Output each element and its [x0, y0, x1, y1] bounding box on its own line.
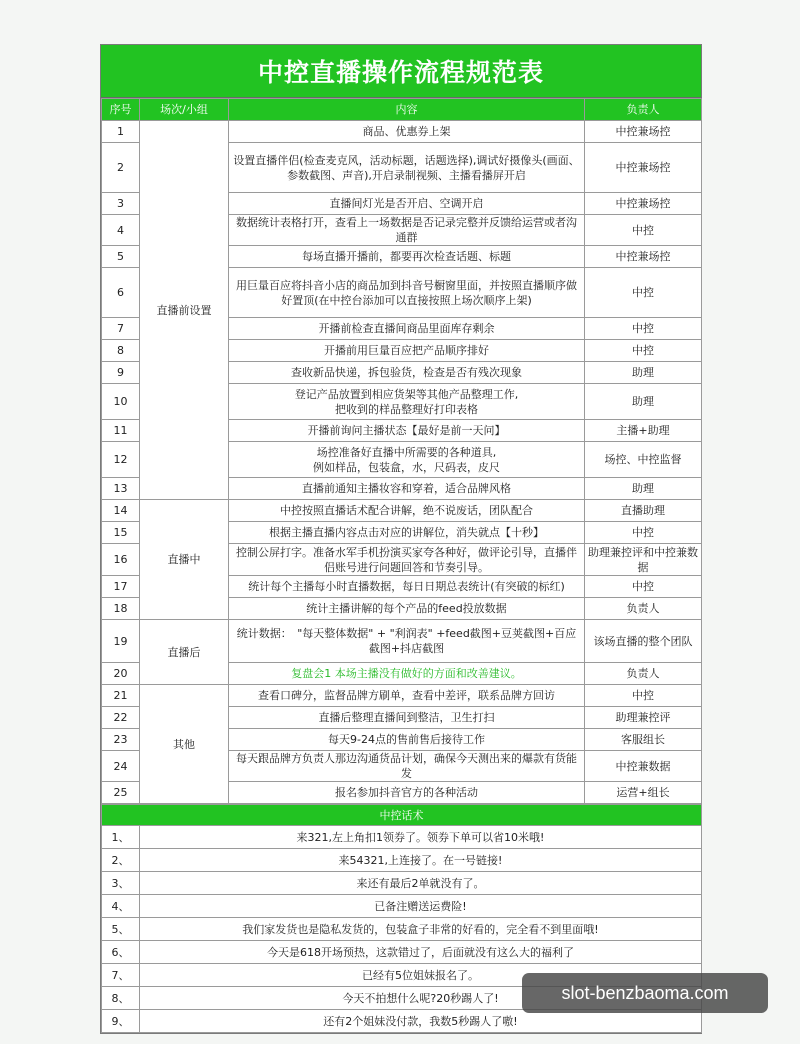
row-content: 每场直播开播前，都要再次检查话题、标题: [229, 246, 585, 268]
row-content: 查收新品快递，拆包验货，检查是否有残次现象: [229, 362, 585, 384]
row-owner: 中控兼场控: [585, 121, 702, 143]
row-content: 用巨量百应将抖音小店的商品加到抖音号橱窗里面，并按照直播顺序做好置顶(在中控台添加可以直接按照上场次顺序上架): [229, 268, 585, 318]
row-owner: 负责人: [585, 663, 702, 685]
watermark: slot-benzbaoma.com: [522, 973, 768, 1013]
header-group: 场次/小组: [140, 99, 229, 121]
row-seq: 21: [102, 685, 140, 707]
row-seq: 20: [102, 663, 140, 685]
row-seq: 7: [102, 318, 140, 340]
row-seq: 5: [102, 246, 140, 268]
row-owner: 该场直播的整个团队: [585, 620, 702, 663]
script-text: 已经有5位姐妹报名了。: [140, 964, 702, 987]
script-text: 今天不拍想什么呢?20秒踢人了!: [140, 987, 702, 1010]
row-owner: 场控、中控监督: [585, 442, 702, 478]
row-seq: 19: [102, 620, 140, 663]
row-content: 每天9-24点的售前售后接待工作: [229, 729, 585, 751]
row-seq: 1: [102, 121, 140, 143]
script-text: 已备注赠送运费险!: [140, 895, 702, 918]
row-owner: 中控: [585, 576, 702, 598]
script-seq: 4、: [102, 895, 140, 918]
row-owner: 助理: [585, 478, 702, 500]
row-content: 直播间灯光是否开启、空调开启: [229, 193, 585, 215]
row-seq: 15: [102, 522, 140, 544]
row-owner: 中控: [585, 522, 702, 544]
row-content: 场控准备好直播中所需要的各种道具, 例如样品，包装盒，水，尺码表，皮尺: [229, 442, 585, 478]
row-content: 报名参加抖音官方的各种活动: [229, 782, 585, 804]
row-owner: 主播+助理: [585, 420, 702, 442]
spreadsheet: [100, 44, 702, 1034]
row-content: 直播前通知主播妆容和穿着，适合品牌风格: [229, 478, 585, 500]
script-seq: 2、: [102, 849, 140, 872]
row-content: 每天跟品牌方负责人那边沟通货品计划，确保今天测出来的爆款有货能发: [229, 751, 585, 782]
script-text: 来321,左上角扣1领券了。领券下单可以省10米哦!: [140, 826, 702, 849]
script-row: [102, 895, 702, 918]
row-content: 直播后整理直播间到整洁，卫生打扫: [229, 707, 585, 729]
row-content: 统计数据： "每天整体数据" + "利润表" +feed截图+豆荚截图+百应截图+抖店截图: [229, 620, 585, 663]
row-seq: 17: [102, 576, 140, 598]
row-owner: 中控兼场控: [585, 143, 702, 193]
row-owner: 运营+组长: [585, 782, 702, 804]
row-seq: 13: [102, 478, 140, 500]
row-content: 数据统计表格打开，查看上一场数据是否记录完整并反馈给运营或者沟通群: [229, 215, 585, 246]
row-seq: 22: [102, 707, 140, 729]
row-owner: 助理: [585, 384, 702, 420]
row-seq: 11: [102, 420, 140, 442]
row-owner: 助理: [585, 362, 702, 384]
row-owner: 中控: [585, 268, 702, 318]
row-content: 复盘会1 本场主播没有做好的方面和改善建议。: [229, 663, 585, 685]
table-row: [102, 500, 702, 522]
row-owner: 中控: [585, 685, 702, 707]
header-content: 内容: [229, 99, 585, 121]
row-owner: 中控: [585, 340, 702, 362]
row-seq: 23: [102, 729, 140, 751]
row-content: 查看口碑分，监督品牌方刷单，查看中差评，联系品牌方回访: [229, 685, 585, 707]
group-cell: 直播前设置: [140, 121, 229, 500]
script-section-header: [102, 805, 702, 826]
row-seq: 24: [102, 751, 140, 782]
row-content: 中控按照直播话术配合讲解，绝不说废话，团队配合: [229, 500, 585, 522]
row-seq: 3: [102, 193, 140, 215]
header-owner: 负责人: [585, 99, 702, 121]
script-seq: 7、: [102, 964, 140, 987]
row-seq: 25: [102, 782, 140, 804]
row-content: 设置直播伴侣(检查麦克风，活动标题，话题选择),调试好摄像头(画面、参数截图、声音),开启录制视频、主播看播屏开启: [229, 143, 585, 193]
script-text: 今天是618开场预热，这款错过了，后面就没有这么大的福利了: [140, 941, 702, 964]
script-row: [102, 872, 702, 895]
process-table: [101, 98, 702, 804]
script-seq: 8、: [102, 987, 140, 1010]
row-owner: 中控兼场控: [585, 246, 702, 268]
row-seq: 9: [102, 362, 140, 384]
row-seq: 18: [102, 598, 140, 620]
row-seq: 8: [102, 340, 140, 362]
row-owner: 中控: [585, 318, 702, 340]
row-owner: 助理兼控评: [585, 707, 702, 729]
row-seq: 16: [102, 544, 140, 576]
script-text: 来还有最后2单就没有了。: [140, 872, 702, 895]
script-seq: 9、: [102, 1010, 140, 1033]
table-row: [102, 620, 702, 663]
row-seq: 4: [102, 215, 140, 246]
sheet-title: 中控直播操作流程规范表: [101, 45, 701, 98]
row-owner: 负责人: [585, 598, 702, 620]
script-seq: 1、: [102, 826, 140, 849]
row-owner: 助理兼控评和中控兼数据: [585, 544, 702, 576]
table-row: [102, 121, 702, 143]
script-row: [102, 849, 702, 872]
script-seq: 3、: [102, 872, 140, 895]
row-content: 开播前询问主播状态【最好是前一天问】: [229, 420, 585, 442]
row-seq: 2: [102, 143, 140, 193]
row-owner: 中控兼场控: [585, 193, 702, 215]
row-owner: 直播助理: [585, 500, 702, 522]
row-content: 根据主播直播内容点击对应的讲解位，消失就点【十秒】: [229, 522, 585, 544]
script-section-title: 中控话术: [102, 805, 702, 826]
row-content: 开播前检查直播间商品里面库存剩余: [229, 318, 585, 340]
script-text: 来54321,上连接了。在一号链接!: [140, 849, 702, 872]
row-content: 登记产品放置到相应货架等其他产品整理工作, 把收到的样品整理好打印表格: [229, 384, 585, 420]
table-row: [102, 685, 702, 707]
row-owner: 客服组长: [585, 729, 702, 751]
header-row: [102, 99, 702, 121]
script-seq: 5、: [102, 918, 140, 941]
script-row: [102, 826, 702, 849]
group-cell: 其他: [140, 685, 229, 804]
row-content: 商品、优惠券上架: [229, 121, 585, 143]
row-owner: 中控兼数据: [585, 751, 702, 782]
script-row: [102, 941, 702, 964]
row-seq: 6: [102, 268, 140, 318]
row-seq: 10: [102, 384, 140, 420]
row-content: 统计主播讲解的每个产品的feed投放数据: [229, 598, 585, 620]
script-text: 我们家发货也是隐私发货的，包装盒子非常的好看的，完全看不到里面哦!: [140, 918, 702, 941]
group-cell: 直播中: [140, 500, 229, 620]
row-seq: 12: [102, 442, 140, 478]
row-owner: 中控: [585, 215, 702, 246]
row-content: 开播前用巨量百应把产品顺序排好: [229, 340, 585, 362]
header-seq: 序号: [102, 99, 140, 121]
script-text: 还有2个姐妹没付款，我数5秒踢人了嗷!: [140, 1010, 702, 1033]
script-row: [102, 918, 702, 941]
group-cell: 直播后: [140, 620, 229, 685]
script-seq: 6、: [102, 941, 140, 964]
row-seq: 14: [102, 500, 140, 522]
row-content: 控制公屏打字。准备水军手机扮演买家夸各种好，做评论引导，直播伴侣账号进行问题回答和节奏引导。: [229, 544, 585, 576]
row-content: 统计每个主播每小时直播数据，每日日期总表统计(有突破的标红): [229, 576, 585, 598]
